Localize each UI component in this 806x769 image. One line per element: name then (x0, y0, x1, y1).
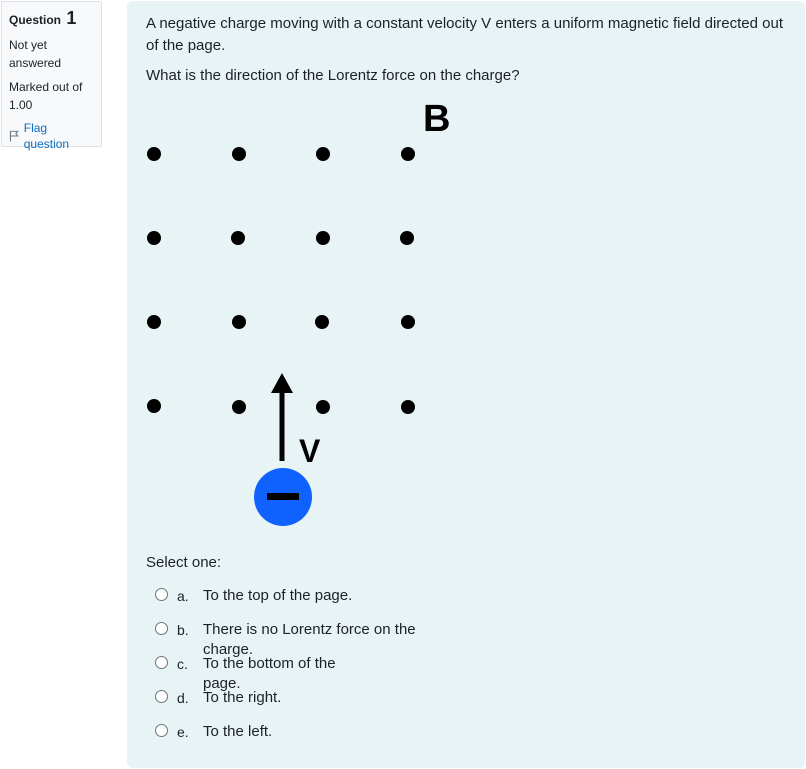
answer-option-b[interactable] (152, 618, 792, 658)
minus-sign-icon (267, 493, 299, 500)
answer-option-e[interactable] (152, 720, 792, 754)
question-content-panel (127, 1, 805, 768)
field-dot (232, 315, 246, 329)
answer-text[interactable]: To the bottom of the page. (203, 655, 336, 692)
field-dot (147, 147, 161, 161)
answer-text[interactable]: To the left. (203, 723, 273, 740)
field-dot (315, 315, 329, 329)
field-dot (316, 147, 330, 161)
radio-button[interactable] (155, 724, 168, 737)
arrow-head-icon (271, 373, 293, 393)
question-text: A negative charge moving with a constant velocity V enters a uniform magnetic field directed out of the page. (146, 15, 784, 54)
negative-charge (254, 468, 312, 526)
field-dot (231, 231, 245, 245)
field-dot (147, 399, 161, 413)
field-dot (147, 231, 161, 245)
question-number-heading (9, 8, 94, 30)
velocity-arrow (271, 373, 293, 461)
field-dots (147, 147, 415, 414)
question-info-box (1, 1, 102, 151)
answer-option-c[interactable] (152, 652, 792, 692)
flag-question-label[interactable]: Flag question (23, 121, 70, 151)
field-dot (147, 315, 161, 329)
field-dot (232, 147, 246, 161)
answer-letter: e. (177, 724, 189, 740)
answer-text[interactable]: There is no Lorentz force on the charge. (203, 621, 416, 658)
field-dot (316, 400, 330, 414)
radio-button[interactable] (155, 588, 168, 601)
answer-option-a[interactable] (152, 584, 792, 618)
answer-letter: b. (177, 622, 189, 638)
answer-text[interactable]: To the right. (203, 689, 282, 706)
flag-question-link[interactable] (9, 120, 94, 152)
answer-letter: a. (177, 588, 189, 604)
field-dot (232, 400, 246, 414)
field-dot (316, 231, 330, 245)
answer-prompt: Select one: (146, 554, 222, 571)
field-dot (400, 231, 414, 245)
question-state: Not yet answered (9, 38, 62, 70)
answer-text[interactable]: To the top of the page. (203, 587, 353, 604)
answer-letter: d. (177, 690, 189, 706)
answer-options (152, 584, 792, 754)
field-dot (401, 147, 415, 161)
question-number: 1 (66, 8, 77, 28)
flag-icon (9, 130, 20, 142)
question-ask: What is the direction of the Lorentz force on the charge? (146, 67, 520, 84)
question-label: Question (9, 13, 62, 27)
radio-button[interactable] (155, 656, 168, 669)
velocity-label: V (299, 433, 321, 469)
field-label: B (423, 98, 451, 140)
field-dot (401, 400, 415, 414)
question-grade: Marked out of 1.00 (9, 80, 83, 112)
radio-button[interactable] (155, 622, 168, 635)
answer-letter: c. (177, 656, 188, 672)
field-dot (401, 315, 415, 329)
magnetic-field-figure (137, 91, 457, 531)
answer-option-d[interactable] (152, 686, 792, 720)
radio-button[interactable] (155, 690, 168, 703)
